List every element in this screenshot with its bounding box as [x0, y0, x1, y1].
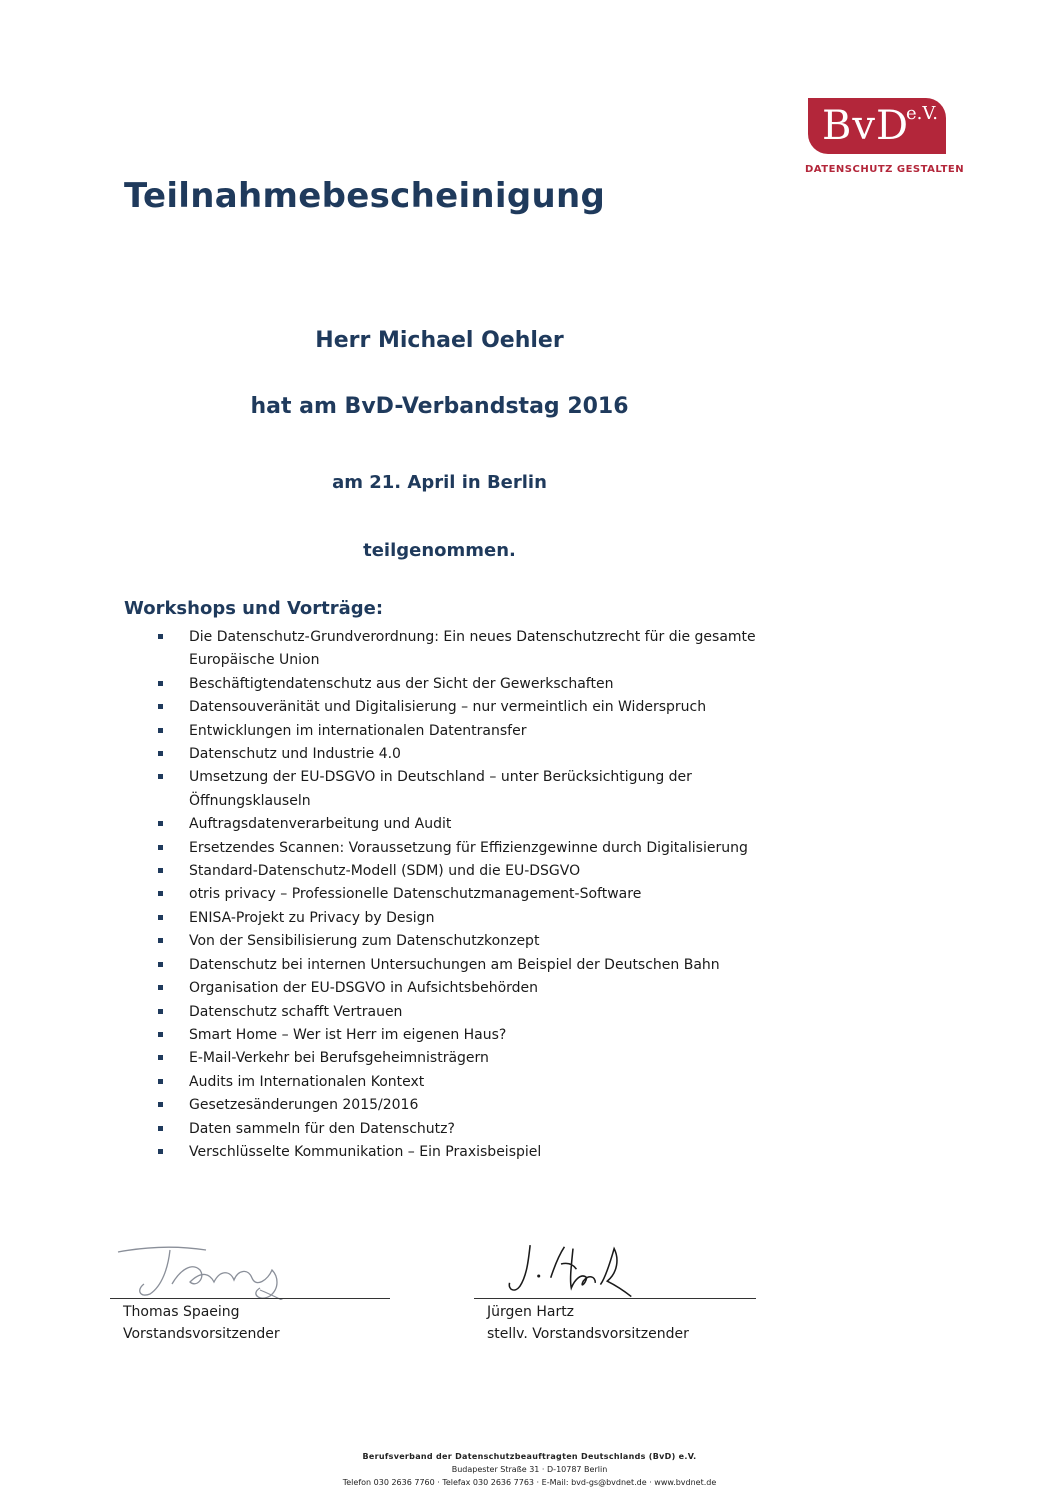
square-bullet-icon [158, 821, 163, 826]
topic-item [158, 860, 798, 883]
square-bullet-icon [158, 1009, 163, 1014]
topic-item [158, 1118, 798, 1141]
topic-text: otris privacy – Professionelle Datenschutzmanagement-Software [189, 886, 642, 903]
participated-text: teilgenommen. [363, 540, 516, 561]
page-title: Teilnahmebescheinigung [124, 176, 606, 216]
recipient-name: Herr Michael Oehler [315, 328, 564, 353]
square-bullet-icon [158, 704, 163, 709]
footer-contact: Telefon 030 2636 7760 · Telefax 030 2636 7763 · E-Mail: bvd-gs@bvdnet.de · www.bvdnet.de [342, 1478, 717, 1487]
topic-item [158, 813, 798, 836]
topic-text: Daten sammeln für den Datenschutz? [189, 1120, 455, 1137]
signer-name-left: Thomas Spaeing [123, 1304, 240, 1320]
topic-item [158, 743, 798, 766]
footer [0, 1450, 1059, 1489]
square-bullet-icon [158, 985, 163, 990]
logo-main-text: BvD [822, 103, 910, 149]
topic-text: Entwicklungen im internationalen Datentransfer [189, 722, 527, 739]
logo-tagline: DATENSCHUTZ GESTALTEN [805, 164, 965, 175]
topic-text: Verschlüsselte Kommunikation – Ein Praxisbeispiel [189, 1143, 542, 1160]
square-bullet-icon [158, 962, 163, 967]
section-heading: Workshops und Vorträge: [124, 598, 384, 619]
signature-line-right [474, 1298, 756, 1299]
topic-text: Umsetzung der EU-DSGVO in Deutschland – unter Berücksichtigung der Öffnungsklauseln [189, 769, 692, 809]
square-bullet-icon [158, 1079, 163, 1084]
square-bullet-icon [158, 845, 163, 850]
logo-superscript: e.V. [906, 103, 938, 124]
topic-item [158, 1047, 798, 1070]
signature-scribble-right [474, 1240, 756, 1300]
topic-text: Von der Sensibilisierung zum Datenschutzkonzept [189, 933, 540, 950]
square-bullet-icon [158, 634, 163, 639]
square-bullet-icon [158, 938, 163, 943]
topic-text: Audits im Internationalen Kontext [189, 1073, 425, 1090]
signer-name-right: Jürgen Hartz [487, 1304, 575, 1320]
topic-item [158, 883, 798, 906]
square-bullet-icon [158, 915, 163, 920]
square-bullet-icon [158, 868, 163, 873]
square-bullet-icon [158, 774, 163, 779]
square-bullet-icon [158, 1055, 163, 1060]
square-bullet-icon [158, 1149, 163, 1154]
topic-item [158, 1141, 798, 1164]
square-bullet-icon [158, 751, 163, 756]
square-bullet-icon [158, 1032, 163, 1037]
topic-text: Datenschutz und Industrie 4.0 [189, 746, 401, 763]
square-bullet-icon [158, 1126, 163, 1131]
topic-item [158, 837, 798, 860]
topic-item [158, 673, 798, 696]
topic-text: ENISA-Projekt zu Privacy by Design [189, 909, 435, 926]
topic-item [158, 766, 798, 813]
date-place: am 21. April in Berlin [332, 472, 547, 493]
topic-item [158, 954, 798, 977]
square-bullet-icon [158, 1102, 163, 1107]
topic-item [158, 977, 798, 1000]
footer-address: Budapester Straße 31 · D-10787 Berlin [451, 1465, 608, 1474]
topic-text: Smart Home – Wer ist Herr im eigenen Haus? [189, 1026, 507, 1043]
topic-item [158, 1024, 798, 1047]
signer-role-right: stellv. Vorstandsvorsitzender [487, 1326, 689, 1342]
square-bullet-icon [158, 728, 163, 733]
logo-box [808, 98, 946, 154]
topic-text: Gesetzesänderungen 2015/2016 [189, 1097, 419, 1114]
signature-line-left [110, 1298, 390, 1299]
topic-text: E-Mail-Verkehr bei Berufsgeheimnisträgern [189, 1050, 489, 1067]
topic-text: Standard-Datenschutz-Modell (SDM) und die EU-DSGVO [189, 863, 581, 880]
topic-item [158, 1094, 798, 1117]
topic-item [158, 1071, 798, 1094]
topic-text: Datenschutz bei internen Untersuchungen am Beispiel der Deutschen Bahn [189, 956, 720, 973]
topic-text: Auftragsdatenverarbeitung und Audit [189, 816, 452, 833]
topic-item [158, 907, 798, 930]
signature-scribble-left [110, 1240, 390, 1300]
signer-role-left: Vorstandsvorsitzender [123, 1326, 280, 1342]
footer-org: Berufsverband der Datenschutzbeauftragten Deutschlands (BvD) e.V. [362, 1452, 697, 1461]
square-bullet-icon [158, 681, 163, 686]
topic-text: Ersetzendes Scannen: Voraussetzung für Effizienzgewinne durch Digitalisierung [189, 839, 748, 856]
topic-text: Organisation der EU-DSGVO in Aufsichtsbehörden [189, 980, 539, 997]
topic-item [158, 696, 798, 719]
topic-item [158, 720, 798, 743]
topic-item [158, 626, 798, 673]
topic-text: Beschäftigtendatenschutz aus der Sicht der Gewerkschaften [189, 675, 614, 692]
topics-list [158, 626, 798, 1164]
square-bullet-icon [158, 891, 163, 896]
topic-item [158, 1001, 798, 1024]
topic-text: Datensouveränität und Digitalisierung – nur vermeintlich ein Widerspruch [189, 699, 707, 716]
event-line: hat am BvD-Verbandstag 2016 [250, 394, 629, 419]
bvd-logo [805, 98, 965, 175]
topic-text: Datenschutz schafft Vertrauen [189, 1003, 403, 1020]
topic-item [158, 930, 798, 953]
topic-text: Die Datenschutz-Grundverordnung: Ein neues Datenschutzrecht für die gesamte Europäische Union [189, 629, 756, 669]
